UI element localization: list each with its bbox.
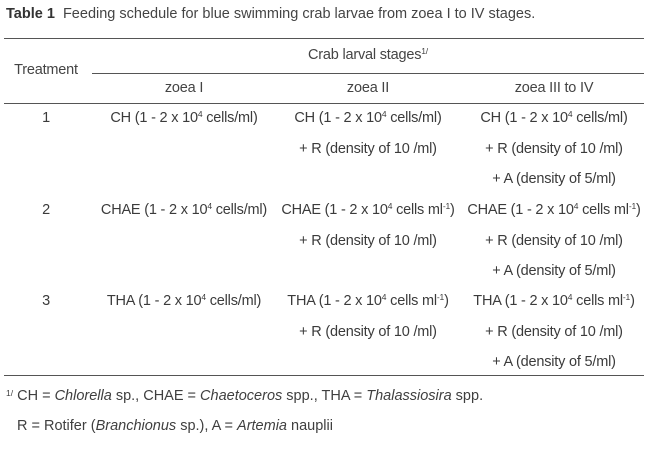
exponent: 4 xyxy=(381,109,387,119)
feed-text: cells ml xyxy=(392,202,443,218)
exponent: 4 xyxy=(381,292,387,302)
row-1-zoea-2-rotifer: + R (density of 10 /ml) xyxy=(299,140,437,157)
row-1-zoea-3-4 xyxy=(462,110,646,126)
header-rule xyxy=(4,103,644,104)
top-rule xyxy=(4,38,644,39)
species-name: Chaetoceros xyxy=(200,388,283,404)
row-2-zoea-3-4-rotifer: + R (density of 10 /ml) xyxy=(485,232,623,249)
feed-text: CHAE (1 - 2 x 10 xyxy=(281,202,388,218)
footnote-line-1 xyxy=(17,388,483,404)
row-1-zoea-3-4-rotifer: + R (density of 10 /ml) xyxy=(485,140,623,157)
footnote-text: nauplii xyxy=(287,418,333,434)
header-zoea-2: zoea II xyxy=(346,80,390,96)
species-name: Artemia xyxy=(237,418,287,434)
row-2-zoea-2 xyxy=(280,202,456,218)
exponent: 4 xyxy=(573,201,579,211)
header-crab-larval-stages xyxy=(92,47,644,63)
group-underline xyxy=(92,73,644,74)
exponent: 4 xyxy=(201,292,206,302)
feed-text: CH (1 - 2 x 10 xyxy=(480,110,568,126)
species-name: Chlorella xyxy=(54,388,112,404)
feed-text: CH (1 - 2 x 10 xyxy=(294,110,382,126)
header-group-note: 1/ xyxy=(421,46,428,56)
feed-text: ) xyxy=(630,293,635,309)
row-2-zoea-3-4-artemia: + A (density of 5/ml) xyxy=(492,263,616,279)
feed-text: ) xyxy=(636,202,641,218)
row-1-zoea-3-4-artemia: + A (density of 5/ml) xyxy=(492,171,616,187)
feed-text: cells ml xyxy=(572,293,623,309)
feed-text: THA (1 - 2 x 10 xyxy=(106,293,202,309)
row-2-zoea-2-rotifer: + R (density of 10 /ml) xyxy=(299,232,437,249)
row-1-zoea-2 xyxy=(280,110,456,126)
header-zoea-1: zoea I xyxy=(164,80,204,96)
feed-text: THA (1 - 2 x 10 xyxy=(287,293,382,309)
header-zoea-3-4: zoea III to IV xyxy=(514,80,594,96)
feed-text: ) xyxy=(450,202,455,218)
footnote-text: CH = xyxy=(17,388,55,404)
footnote-text: R = Rotifer ( xyxy=(17,418,96,434)
exponent: -1 xyxy=(628,201,637,211)
table-label: Table 1 xyxy=(6,6,55,22)
feed-text: ) xyxy=(444,293,449,309)
footnote-text: spp. xyxy=(451,388,484,404)
row-3-zoea-2 xyxy=(280,293,456,309)
footnote-text: sp., CHAE = xyxy=(111,388,201,404)
feed-text: cells ml xyxy=(578,202,629,218)
row-2-zoea-3-4 xyxy=(462,202,646,218)
exponent: -1 xyxy=(442,201,451,211)
footnote-line-2 xyxy=(17,418,333,434)
footnote-abbreviations xyxy=(6,388,483,404)
feed-text: THA (1 - 2 x 10 xyxy=(473,293,568,309)
row-3-zoea-3-4 xyxy=(462,293,646,309)
footnote-marker: 1/ xyxy=(6,388,14,398)
row-3-zoea-1 xyxy=(94,293,274,309)
feed-text: CHAE (1 - 2 x 10 xyxy=(467,202,574,218)
row-1-zoea-1 xyxy=(94,110,274,126)
feed-text: cells/ml) xyxy=(386,110,442,126)
exponent: -1 xyxy=(436,292,445,302)
header-group-label: Crab larval stages xyxy=(308,47,422,63)
bottom-rule xyxy=(4,375,644,376)
exponent: 4 xyxy=(567,109,573,119)
table-title: Feeding schedule for blue swimming crab larvae from zoea I to IV stages. xyxy=(62,6,536,22)
exponent: 4 xyxy=(197,109,203,119)
exponent: -1 xyxy=(622,292,631,302)
exponent: 4 xyxy=(567,292,573,302)
row-3-zoea-2-rotifer: + R (density of 10 /ml) xyxy=(299,323,437,340)
table-caption xyxy=(6,6,644,22)
species-name: Branchionus xyxy=(95,418,177,434)
feed-text: cells/ml) xyxy=(572,110,628,126)
footnote-legend xyxy=(17,418,333,434)
row-3-zoea-3-4-artemia: + A (density of 5/ml) xyxy=(492,354,616,370)
feed-text: cells/ml) xyxy=(211,202,268,218)
treatment-1: 1 xyxy=(42,110,50,126)
row-3-zoea-3-4-rotifer: + R (density of 10 /ml) xyxy=(485,323,623,340)
row-2-zoea-1 xyxy=(94,202,274,218)
feed-text: cells/ml) xyxy=(202,110,258,126)
feed-text: CHAE (1 - 2 x 10 xyxy=(100,202,208,218)
exponent: 4 xyxy=(387,201,393,211)
feed-text: cells/ml) xyxy=(205,293,262,309)
treatment-2: 2 xyxy=(42,202,50,218)
species-name: Thalassiosira xyxy=(366,388,452,404)
feed-text: CH (1 - 2 x 10 xyxy=(110,110,198,126)
header-treatment: Treatment xyxy=(14,62,78,78)
treatment-3: 3 xyxy=(42,293,50,309)
exponent: 4 xyxy=(207,201,212,211)
footnote-text: spp., THA = xyxy=(282,388,367,404)
footnote-text: sp.), A = xyxy=(176,418,238,434)
feed-text: cells ml xyxy=(386,293,437,309)
